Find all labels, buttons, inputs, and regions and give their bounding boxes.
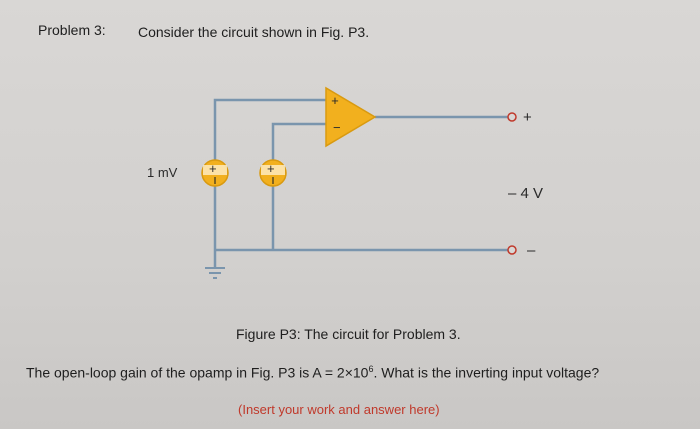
source2-plus-sign: + — [267, 161, 275, 176]
answer-placeholder[interactable]: (Insert your work and answer here) — [238, 402, 440, 417]
wire-source1-to-opamp — [215, 100, 326, 160]
output-plus-label: + — [523, 109, 532, 126]
opamp-plus-sign: + — [331, 93, 339, 108]
wire-source2-to-opamp — [273, 124, 326, 160]
problem-statement: Consider the circuit shown in Fig. P3. — [138, 24, 370, 40]
ground-icon — [205, 268, 225, 278]
question-exponent: 6 — [368, 364, 374, 374]
figure-caption: Figure P3: The circuit for Problem 3. — [236, 326, 461, 342]
source1-plus-sign: + — [209, 161, 217, 176]
problem-label: Problem 3: — [38, 22, 106, 38]
question-part-1: The open-loop gain of the opamp in Fig. P3 is A = 2×10 — [26, 364, 369, 381]
output-voltage-label: – 4 V — [508, 185, 544, 202]
opamp-minus-sign: − — [333, 120, 341, 135]
question-part-2: . What is the inverting input voltage? — [373, 364, 600, 381]
output-terminal-positive — [508, 113, 516, 121]
question-text — [26, 364, 599, 381]
source1-value-label: 1 mV — [147, 165, 178, 180]
output-minus-label: – — [527, 242, 536, 259]
output-terminal-negative — [508, 246, 516, 254]
